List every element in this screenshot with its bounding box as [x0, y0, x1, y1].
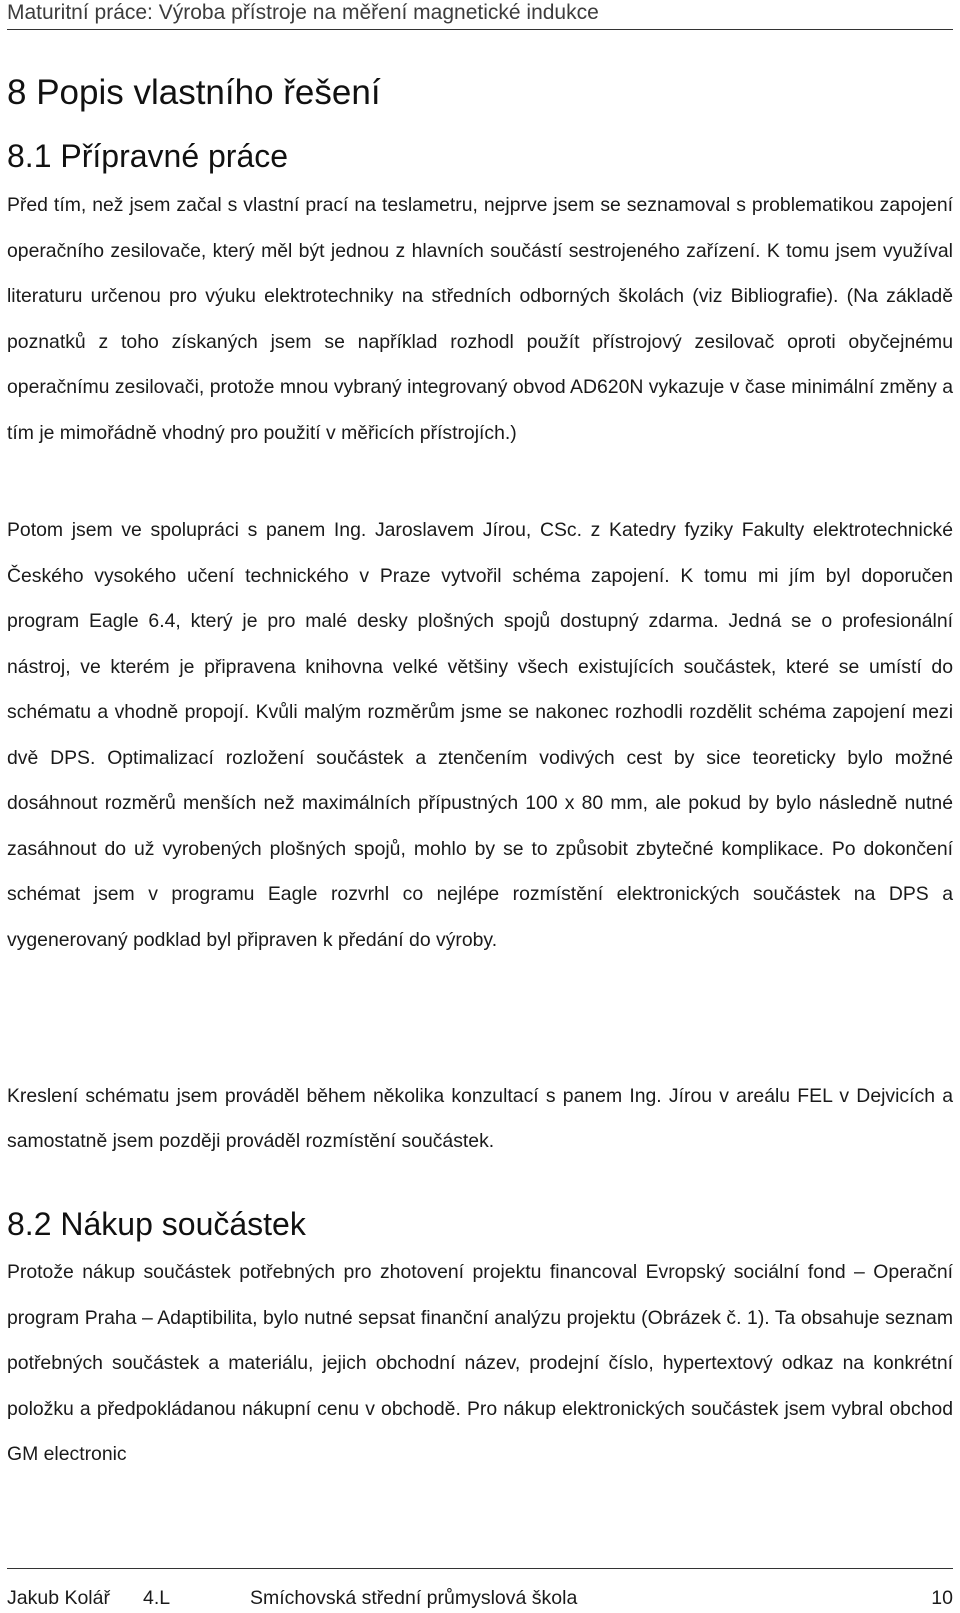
- paragraph-consultations: Kreslení schématu jsem prováděl během několika konzultací s panem Ing. Jírou v areálu FEL v Dejvicích a samostatně jsem později prováděl rozmístění součástek.: [7, 1085, 953, 1152]
- page-footer: [7, 1568, 953, 1613]
- footer-school: Smíchovská střední průmyslová škola: [250, 1587, 578, 1609]
- footer-author: Jakub Kolář: [7, 1587, 110, 1609]
- paragraph-schematic-design: Potom jsem ve spolupráci s panem Ing. Jaroslavem Jírou, CSc. z Katedry fyziky Fakulty elektrotechnické Českého vysokého učení technického v Praze vytvořil schéma zapojení. K tomu mi jím byl doporučen program Eagle 6.4, který je pro malé desky plošných spojů dostupný zdarma. Jedná se o profesionální nástroj, ve kterém je připravena knihovna velké většiny všech existujících součástek, které se umístí do schématu a vhodně propojí. Kvůli malým rozměrům jsme se nakonec rozhodli rozdělit schéma zapojení mezi dvě DPS. Optimalizací rozložení součástek a ztenčením vodivých cest by sice teoreticky bylo možné dosáhnout rozměrů menších než maximálních přípustných 100 x 80 mm, ale pokud by bylo následně nutné zasáhnout do už vyrobených plošných spojů, mohlo by se to způsobit zbytečné komplikace. Po dokončení schémat jsem v programu Eagle rozvrhl co nejlépe rozmístění elektronických součástek na DPS a vygenerovaný podklad byl připraven k předání do výroby.: [7, 519, 953, 951]
- footer-class: 4.L: [143, 1587, 171, 1609]
- section-heading-component-purchase: 8.2 Nákup součástek: [7, 1206, 306, 1242]
- running-header: [7, 0, 953, 30]
- chapter-heading: 8 Popis vlastního řešení: [7, 73, 381, 112]
- paragraph-component-purchase: Protože nákup součástek potřebných pro zhotovení projektu financoval Evropský sociální fond – Operační program Praha – Adaptibilita, bylo nutné sepsat finanční analýzu projektu (Obrázek č. 1). Ta obsahuje seznam potřebných součástek a materiálu, jejich obchodní název, prodejní číslo, hypertextový odkaz na konkrétní položku a předpokládanou nákupní cenu v obchodě. Pro nákup elektronických součástek jsem vybral obchod GM electronic: [7, 1261, 953, 1465]
- footer-page-number: 10: [931, 1587, 953, 1609]
- header-title: Maturitní práce: Výroba přístroje na měření magnetické indukce: [7, 1, 599, 24]
- section-heading-preparatory-work: 8.1 Přípravné práce: [7, 138, 289, 174]
- paragraph-preparation-intro: Před tím, než jsem začal s vlastní prací na teslametru, nejprve jsem se seznamoval s problematikou zapojení operačního zesilovače, který měl být jednou z hlavních součástí sestrojeného zařízení. K tomu jsem využíval literaturu určenou pro výuku elektrotechniky na středních odborných školách (viz Bibliografie). (Na základě poznatků z toho získaných jsem se například rozhodl použít přístrojový zesilovač oproti obyčejnému operačnímu zesilovači, protože mnou vybraný integrovaný obvod AD620N vykazuje v čase minimální změny a tím je mimořádně vhodný pro použití v měřicích přístrojích.): [7, 194, 953, 444]
